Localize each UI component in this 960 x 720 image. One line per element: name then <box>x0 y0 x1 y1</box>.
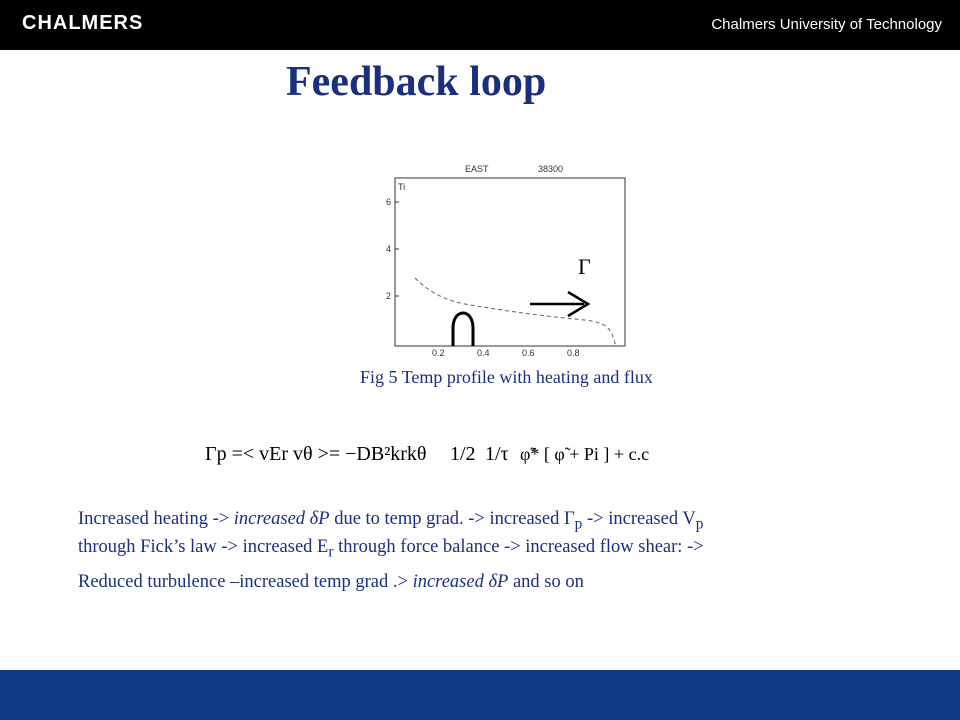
chalmers-logo: CHALMERS <box>22 12 144 34</box>
x-tick-0.8: 0.8 <box>567 348 580 358</box>
slide-title: Feedback loop <box>286 59 547 105</box>
body-line-3: Reduced turbulence –increased temp grad .> increased δP and so on <box>78 572 584 593</box>
slide-body <box>78 508 918 594</box>
equation-terms: φ̃* [ φ̃ + Pi ] + c.c <box>520 444 650 464</box>
flux-equation <box>200 420 650 490</box>
figure-panel-title-left: EAST <box>465 164 489 174</box>
header-bar <box>0 0 960 50</box>
x-tick-0.6: 0.6 <box>522 348 535 358</box>
x-tick-0.2: 0.2 <box>432 348 445 358</box>
figure-panel-title-right: 38300 <box>538 164 564 174</box>
footer-bar <box>0 670 960 720</box>
heating-source-marker <box>453 313 473 346</box>
equation-lhs: Γp =< vEr vθ >= −DB²krkθ <box>205 443 427 465</box>
university-name: Chalmers University of Technology <box>711 16 942 33</box>
body-line-1: Increased heating -> increased δP due to temp grad. -> increased $\Gamma_p$ -> increased $V_p$ <box>78 509 704 533</box>
x-tick-0.4: 0.4 <box>477 348 490 358</box>
gamma-flux-label: Γ <box>578 254 591 279</box>
equation-half: 1/2 <box>450 443 476 465</box>
equation-tau: 1/τ <box>485 443 509 465</box>
figure-caption: Fig 5 Temp profile with heating and flux <box>360 367 653 387</box>
y-tick-4: 4 <box>386 244 392 254</box>
y-tick-6: 6 <box>386 197 392 207</box>
temperature-profile-curve <box>415 278 616 346</box>
y-tick-2: 2 <box>386 291 392 301</box>
body-line-2: through Fick’s law -> increased $E_r$ through force balance -> increased flow shear: -> <box>78 536 704 561</box>
figure-y-label: Ti <box>398 182 406 192</box>
temperature-profile-figure <box>370 158 630 358</box>
